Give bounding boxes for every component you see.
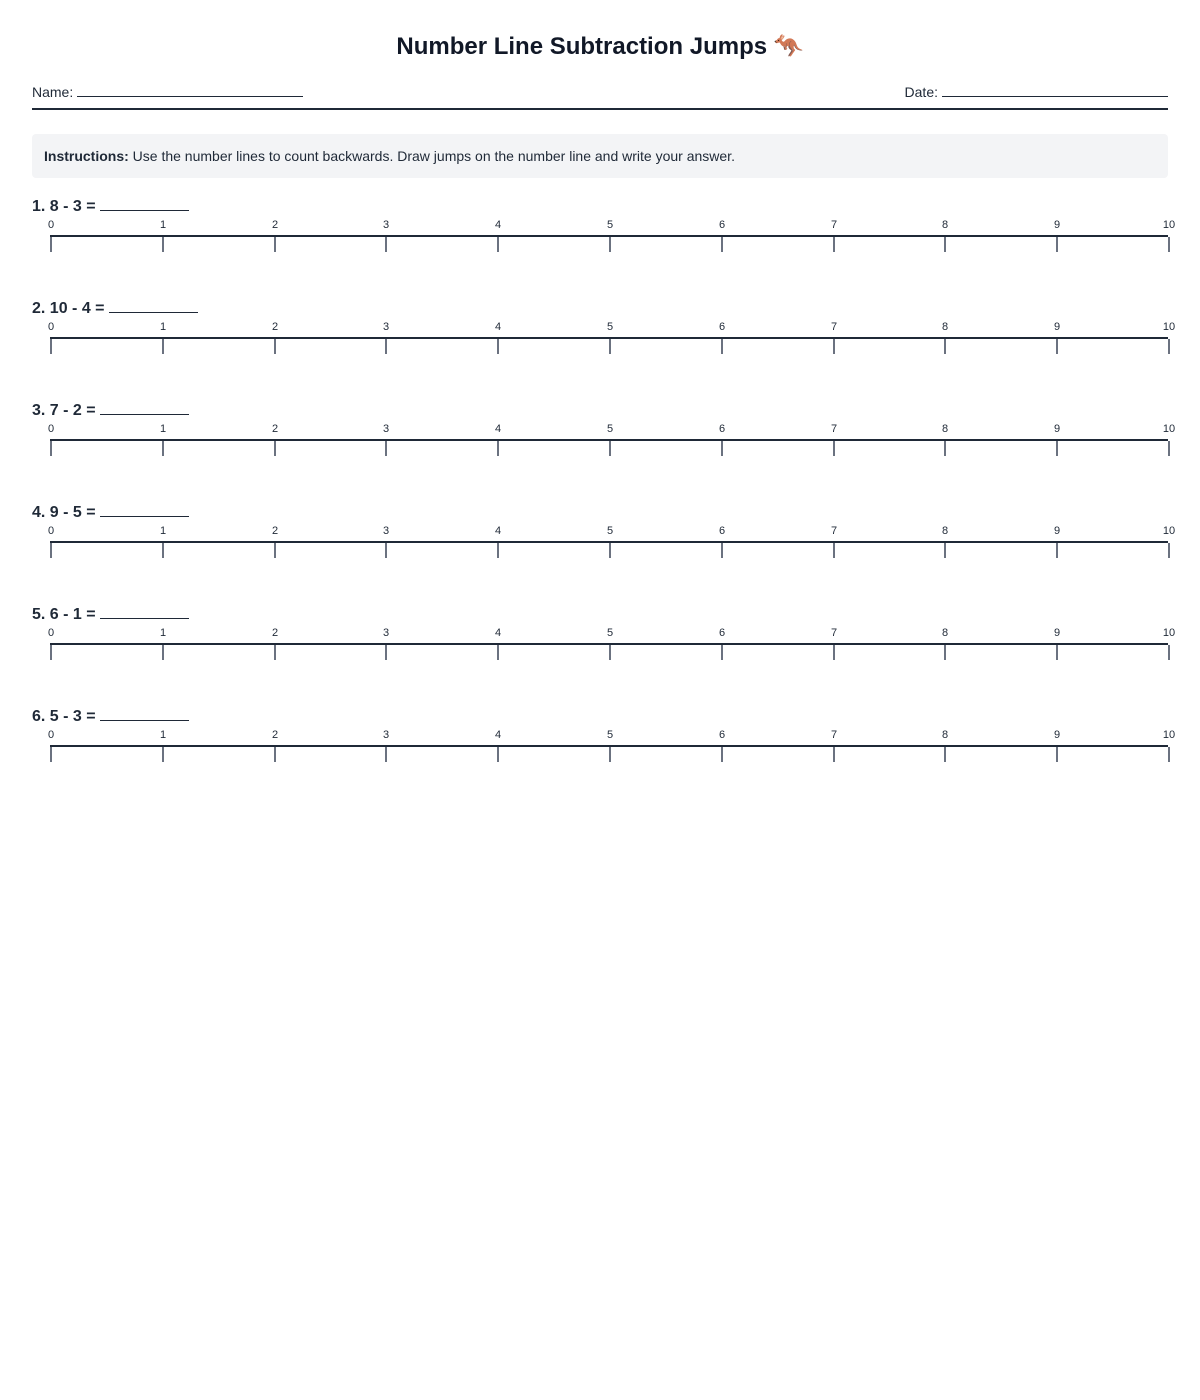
tick-mark bbox=[50, 441, 52, 456]
tick-mark bbox=[1056, 441, 1058, 456]
tick-mark bbox=[274, 747, 276, 762]
tick-mark bbox=[497, 747, 499, 762]
date-blank-line[interactable] bbox=[942, 80, 1168, 97]
tick-label: 5 bbox=[606, 219, 614, 231]
problem-expression: 7 - 2 = bbox=[49, 402, 96, 419]
tick-mark bbox=[944, 747, 946, 762]
problem-number: 1. bbox=[32, 198, 46, 215]
problem-label bbox=[32, 194, 189, 218]
tick-mark bbox=[497, 237, 499, 252]
tick-label: 1 bbox=[159, 729, 167, 741]
tick-mark bbox=[944, 237, 946, 252]
number-line[interactable] bbox=[47, 218, 1176, 262]
tick-label: 7 bbox=[830, 321, 838, 333]
name-blank-line[interactable] bbox=[77, 80, 303, 97]
tick-label: 10 bbox=[1162, 219, 1176, 231]
tick-label: 4 bbox=[494, 423, 502, 435]
tick-mark bbox=[1168, 543, 1170, 558]
tick-label: 1 bbox=[159, 219, 167, 231]
tick-mark bbox=[385, 339, 387, 354]
problem-expression: 10 - 4 = bbox=[49, 300, 105, 317]
tick-label: 6 bbox=[718, 525, 726, 537]
tick-label: 2 bbox=[271, 321, 279, 333]
tick-mark bbox=[1168, 237, 1170, 252]
tick-label: 3 bbox=[382, 423, 390, 435]
tick-label: 7 bbox=[830, 219, 838, 231]
problem-label bbox=[32, 602, 189, 626]
tick-label: 4 bbox=[494, 321, 502, 333]
tick-mark bbox=[50, 237, 52, 252]
tick-mark bbox=[497, 645, 499, 660]
tick-mark bbox=[944, 645, 946, 660]
answer-blank-line[interactable] bbox=[109, 296, 198, 313]
problem-label bbox=[32, 500, 189, 524]
tick-label: 9 bbox=[1053, 423, 1061, 435]
tick-label: 9 bbox=[1053, 627, 1061, 639]
tick-mark bbox=[50, 339, 52, 354]
tick-mark bbox=[1056, 543, 1058, 558]
problem-5 bbox=[32, 602, 1176, 692]
tick-label: 8 bbox=[941, 525, 949, 537]
tick-label: 4 bbox=[494, 627, 502, 639]
tick-mark bbox=[497, 441, 499, 456]
tick-mark bbox=[162, 237, 164, 252]
tick-mark bbox=[1168, 441, 1170, 456]
answer-blank-line[interactable] bbox=[100, 194, 189, 211]
tick-label: 2 bbox=[271, 423, 279, 435]
tick-mark bbox=[385, 237, 387, 252]
tick-mark bbox=[1168, 645, 1170, 660]
tick-label: 0 bbox=[47, 321, 55, 333]
tick-mark bbox=[162, 339, 164, 354]
tick-mark bbox=[609, 747, 611, 762]
instructions-label: Instructions: bbox=[44, 148, 129, 164]
tick-mark bbox=[833, 645, 835, 660]
tick-label: 1 bbox=[159, 627, 167, 639]
tick-mark bbox=[609, 237, 611, 252]
tick-label: 5 bbox=[606, 525, 614, 537]
tick-mark bbox=[274, 441, 276, 456]
tick-label: 9 bbox=[1053, 219, 1061, 231]
problem-4 bbox=[32, 500, 1176, 590]
tick-mark bbox=[721, 645, 723, 660]
tick-mark bbox=[721, 441, 723, 456]
tick-label: 1 bbox=[159, 525, 167, 537]
tick-mark bbox=[721, 339, 723, 354]
name-field bbox=[32, 80, 303, 102]
problem-number: 2. bbox=[32, 300, 46, 317]
tick-label: 9 bbox=[1053, 321, 1061, 333]
answer-blank-line[interactable] bbox=[100, 602, 189, 619]
worksheet-title bbox=[32, 31, 1168, 63]
tick-label: 3 bbox=[382, 321, 390, 333]
tick-label: 10 bbox=[1162, 423, 1176, 435]
tick-mark bbox=[609, 339, 611, 354]
tick-label: 8 bbox=[941, 423, 949, 435]
number-line[interactable] bbox=[47, 422, 1176, 466]
problem-6 bbox=[32, 704, 1176, 794]
tick-label: 2 bbox=[271, 627, 279, 639]
tick-label: 0 bbox=[47, 423, 55, 435]
tick-label: 5 bbox=[606, 321, 614, 333]
tick-mark bbox=[721, 543, 723, 558]
tick-label: 0 bbox=[47, 627, 55, 639]
title-text: Number Line Subtraction Jumps bbox=[396, 33, 768, 60]
tick-mark bbox=[274, 237, 276, 252]
tick-mark bbox=[1056, 339, 1058, 354]
tick-mark bbox=[50, 543, 52, 558]
tick-label: 8 bbox=[941, 627, 949, 639]
problem-expression: 8 - 3 = bbox=[49, 198, 96, 215]
tick-label: 10 bbox=[1162, 321, 1176, 333]
tick-label: 0 bbox=[47, 525, 55, 537]
answer-blank-line[interactable] bbox=[100, 704, 189, 721]
tick-label: 4 bbox=[494, 729, 502, 741]
tick-mark bbox=[609, 441, 611, 456]
tick-mark bbox=[609, 645, 611, 660]
tick-label: 0 bbox=[47, 729, 55, 741]
tick-label: 7 bbox=[830, 423, 838, 435]
tick-label: 7 bbox=[830, 729, 838, 741]
tick-mark bbox=[274, 339, 276, 354]
tick-mark bbox=[721, 747, 723, 762]
tick-mark bbox=[833, 237, 835, 252]
number-line[interactable] bbox=[47, 728, 1176, 772]
tick-mark bbox=[1168, 747, 1170, 762]
problem-1 bbox=[32, 194, 1176, 284]
tick-mark bbox=[833, 747, 835, 762]
tick-mark bbox=[497, 543, 499, 558]
tick-label: 6 bbox=[718, 321, 726, 333]
tick-label: 1 bbox=[159, 321, 167, 333]
tick-mark bbox=[944, 543, 946, 558]
tick-label: 0 bbox=[47, 219, 55, 231]
tick-label: 8 bbox=[941, 729, 949, 741]
problem-label bbox=[32, 398, 189, 422]
problem-number: 6. bbox=[32, 708, 46, 725]
tick-mark bbox=[1056, 645, 1058, 660]
tick-label: 8 bbox=[941, 219, 949, 231]
tick-mark bbox=[385, 645, 387, 660]
date-field bbox=[905, 80, 1168, 102]
tick-mark bbox=[609, 543, 611, 558]
problem-number: 4. bbox=[32, 504, 46, 521]
tick-label: 7 bbox=[830, 525, 838, 537]
tick-label: 5 bbox=[606, 423, 614, 435]
tick-label: 6 bbox=[718, 627, 726, 639]
tick-mark bbox=[944, 339, 946, 354]
tick-label: 9 bbox=[1053, 525, 1061, 537]
tick-label: 3 bbox=[382, 729, 390, 741]
tick-label: 6 bbox=[718, 423, 726, 435]
kangaroo-icon: 🦘 bbox=[773, 33, 804, 60]
tick-mark bbox=[1168, 339, 1170, 354]
problem-expression: 6 - 1 = bbox=[49, 606, 96, 623]
tick-label: 4 bbox=[494, 219, 502, 231]
tick-label: 8 bbox=[941, 321, 949, 333]
number-line[interactable] bbox=[47, 524, 1176, 568]
tick-label: 9 bbox=[1053, 729, 1061, 741]
tick-mark bbox=[50, 747, 52, 762]
tick-mark bbox=[162, 645, 164, 660]
problem-number: 3. bbox=[32, 402, 46, 419]
tick-label: 2 bbox=[271, 525, 279, 537]
tick-label: 2 bbox=[271, 219, 279, 231]
tick-label: 5 bbox=[606, 627, 614, 639]
tick-label: 10 bbox=[1162, 729, 1176, 741]
problem-number: 5. bbox=[32, 606, 46, 623]
number-line[interactable] bbox=[47, 320, 1176, 364]
tick-label: 3 bbox=[382, 627, 390, 639]
problem-expression: 9 - 5 = bbox=[49, 504, 96, 521]
tick-label: 5 bbox=[606, 729, 614, 741]
tick-mark bbox=[162, 747, 164, 762]
tick-mark bbox=[1056, 747, 1058, 762]
tick-label: 7 bbox=[830, 627, 838, 639]
tick-mark bbox=[497, 339, 499, 354]
tick-label: 6 bbox=[718, 219, 726, 231]
tick-label: 3 bbox=[382, 219, 390, 231]
problem-expression: 5 - 3 = bbox=[49, 708, 96, 725]
tick-mark bbox=[274, 543, 276, 558]
problem-3 bbox=[32, 398, 1176, 488]
number-line[interactable] bbox=[47, 626, 1176, 670]
answer-blank-line[interactable] bbox=[100, 398, 189, 415]
tick-label: 1 bbox=[159, 423, 167, 435]
tick-mark bbox=[50, 645, 52, 660]
tick-mark bbox=[385, 747, 387, 762]
problem-label bbox=[32, 704, 189, 728]
tick-label: 3 bbox=[382, 525, 390, 537]
tick-mark bbox=[833, 441, 835, 456]
tick-mark bbox=[944, 441, 946, 456]
tick-mark bbox=[1056, 237, 1058, 252]
tick-mark bbox=[162, 543, 164, 558]
tick-mark bbox=[833, 339, 835, 354]
name-label: Name: bbox=[32, 84, 74, 100]
tick-mark bbox=[162, 441, 164, 456]
instructions-box bbox=[32, 134, 1168, 178]
problem-label bbox=[32, 296, 198, 320]
tick-label: 10 bbox=[1162, 627, 1176, 639]
tick-mark bbox=[385, 441, 387, 456]
tick-label: 10 bbox=[1162, 525, 1176, 537]
tick-mark bbox=[385, 543, 387, 558]
problem-2 bbox=[32, 296, 1176, 386]
tick-mark bbox=[721, 237, 723, 252]
tick-label: 2 bbox=[271, 729, 279, 741]
answer-blank-line[interactable] bbox=[100, 500, 189, 517]
tick-label: 4 bbox=[494, 525, 502, 537]
tick-mark bbox=[274, 645, 276, 660]
instructions-text: Use the number lines to count backwards. Draw jumps on the number line and write your answer. bbox=[132, 148, 735, 164]
tick-label: 6 bbox=[718, 729, 726, 741]
name-date-header bbox=[32, 80, 1168, 110]
tick-mark bbox=[833, 543, 835, 558]
date-label: Date: bbox=[904, 84, 938, 100]
